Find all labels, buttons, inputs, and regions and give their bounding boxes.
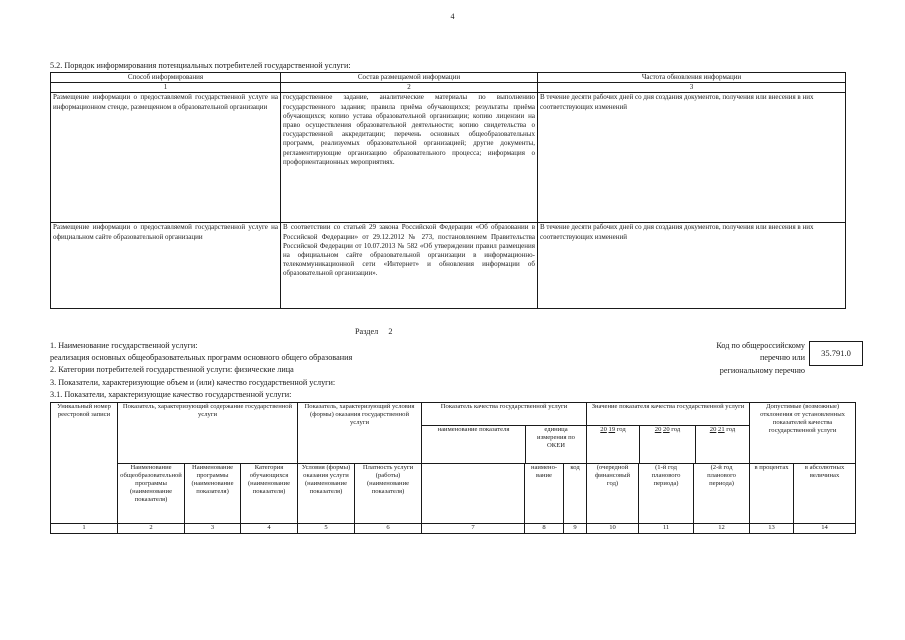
indicator-name-body (422, 464, 525, 524)
col-num: 2 (118, 524, 185, 534)
service-name-value: реализация основных общеобразовательных программ основного общего образования (50, 353, 353, 362)
header-method: Способ информирования (51, 73, 281, 83)
subcol-title: Категория обучающихся (наименование показателя) (241, 464, 298, 524)
col-num: 8 (525, 524, 564, 534)
year3-note: (2-й год планового периода) (694, 464, 750, 524)
header-frequency: Частота обновления информации (538, 73, 846, 83)
page-number: 4 (450, 12, 455, 21)
subcol-title: Наименование программы (наименование показателя) (185, 464, 241, 524)
year3-header: 20 21 год (709, 426, 736, 433)
content-cell: государственное задание, аналитические материалы по выполнению государственного задания; правила приёма обучающихся; результаты приёма обучающихся; копию устава образовательной организации; копию лицензии на право осуществления образовательной деятельности; копию свидетельства о государственной аккредитации; перечень основных общеобразовательных программ, реализуемых образовательной организацией; другие документы, регламентирующие организацию образовательного процесса; информация о профориентационных мероприятиях. (281, 93, 538, 223)
subcol-title: Платность услуги (работы) (наименование показателя) (355, 464, 422, 524)
col-num: 4 (241, 524, 298, 534)
content-cell: В соответствии со статьей 29 закона Российской Федерации «Об образовании в Российской Федерации» от 29.12.2012 № 273, постановлением Правительства Российской Федерации от 10.07.2013 № 582 «Об утверждении правил размещения на официальном сайте образовательной организации в информационно-телекоммуникационной сети «Интернет» и обновления информации об образовательной организации». (281, 223, 538, 309)
section-5-2-heading: 5.2. Порядок информирования потенциальных потребителей государственной услуги: (50, 61, 351, 70)
year1-header: 20 19 год (587, 426, 640, 463)
col-num: 14 (794, 524, 856, 534)
absolute-header: в абсолютных величинах (794, 464, 856, 524)
col-num: 2 (281, 83, 538, 93)
col-num: 11 (639, 524, 694, 534)
year2-note: (1-й год планового периода) (639, 464, 694, 524)
col-num: 3 (538, 83, 846, 93)
frequency-cell: В течение десяти рабочих дней со дня создания документов, получения или внесения в них соответствующих изменений (538, 93, 846, 223)
indicator-name-header: наименование показателя (422, 426, 526, 463)
header-content: Состав размещаемой информации (281, 73, 538, 83)
header-quality-indicator (422, 403, 587, 464)
section-title (355, 327, 393, 337)
table-row (51, 93, 846, 223)
unit-name-header: наимено-вание (525, 464, 564, 524)
section-number: 2 (388, 327, 393, 336)
col-num: 5 (298, 524, 355, 534)
header-conditions-indicator: Показатель, характеризующий условия (формы) оказания государственной услуги (298, 403, 422, 464)
quality-table (50, 402, 856, 534)
okved-code-box: 35.791.0 (809, 341, 863, 366)
method-cell: Размещение информации о предоставляемой государственной услуге на официальном сайте образовательной организации (51, 223, 281, 309)
col-num: 3 (185, 524, 241, 534)
col-num: 12 (694, 524, 750, 534)
header-unique-number: Уникальный номер реестровой записи (51, 403, 118, 524)
okved-label-2: перечню или (759, 353, 805, 362)
table-row (51, 223, 846, 309)
service-name-label: 1. Наименование государственной услуги: (50, 341, 198, 350)
percent-header: в процентах (750, 464, 794, 524)
col-num: 10 (587, 524, 639, 534)
subcol-title: Условия (формы) оказания услуги (наименование показателя) (298, 464, 355, 524)
informing-table (50, 72, 846, 309)
year1-note: (очередной финансовый год) (587, 464, 639, 524)
col-num: 7 (422, 524, 525, 534)
header-content-indicator: Показатель, характеризующий содержание государственной услуги (118, 403, 298, 464)
okved-label-1: Код по общероссийскому (716, 341, 805, 350)
year2-header: 20 20 год (640, 426, 696, 463)
col-num: 6 (355, 524, 422, 534)
section-word: Раздел (355, 327, 379, 336)
col-num: 1 (51, 83, 281, 93)
frequency-cell: В течение десяти рабочих дней со дня создания документов, получения или внесения в них соответствующих изменений (538, 223, 846, 309)
header-quality-value (587, 403, 750, 464)
subcol-title: Наименование общеобразовательной программы (наименование показателя) (118, 464, 185, 524)
col-num: 9 (564, 524, 587, 534)
consumer-category: 2. Категории потребителей государственной услуги: физические лица (50, 365, 294, 374)
method-cell: Размещение информации о предоставляемой государственной услуге на информационном стенде, размещенном в образовательной организации (51, 93, 281, 223)
unit-code-header: код (564, 464, 587, 524)
quality-heading: 3.1. Показатели, характеризующие качество государственной услуги: (50, 390, 292, 399)
indicators-heading: 3. Показатели, характеризующие объем и (или) качество государственной услуги: (50, 378, 336, 387)
quality-value-title: Значение показателя качества государственной услуги (587, 403, 749, 426)
quality-indicator-title: Показатель качества государственной услуги (422, 403, 586, 426)
col-num: 13 (750, 524, 794, 534)
header-deviation: Допустимые (возможные) отклонения от установленных показателей качества государственной услуги (750, 403, 856, 464)
unit-header: единица измерения по ОКЕИ (537, 426, 575, 449)
okved-label-3: региональному перечню (719, 366, 805, 375)
col-num: 1 (51, 524, 118, 534)
